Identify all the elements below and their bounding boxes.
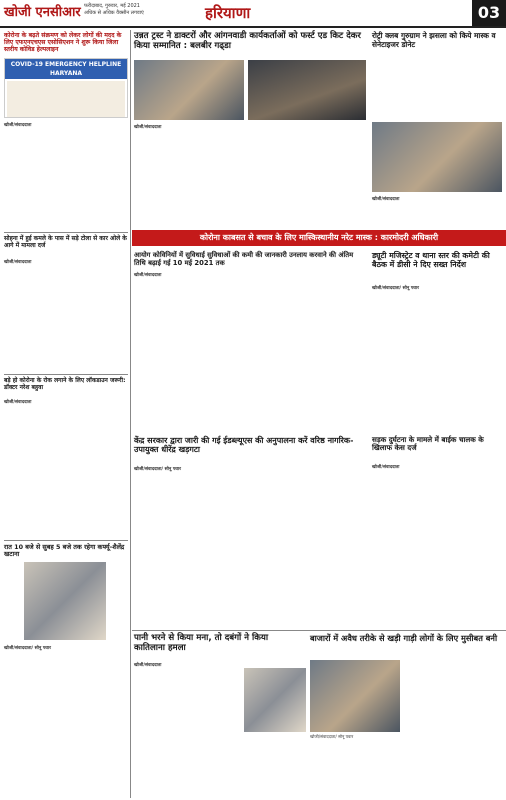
- rotary-body-2: [372, 203, 502, 227]
- market-body: [310, 742, 400, 796]
- dm-body: [372, 292, 502, 432]
- divider: [4, 374, 128, 375]
- rotary-body: [372, 60, 502, 120]
- water-body: [134, 669, 240, 796]
- poster-title: COVID-19 EMERGENCY HELPLINE HARYANA: [5, 59, 127, 79]
- accident-byline: खोजी/संवाददाता: [372, 465, 400, 470]
- story-sohna-body: [4, 266, 128, 370]
- market-photo: [310, 660, 400, 732]
- story-curfew-byline: खोजी/संवाददाता/ सोनू पवार: [4, 646, 51, 651]
- market-body-2: [404, 660, 502, 796]
- story-helpline-byline: खोजी/संवाददाता: [4, 123, 32, 128]
- main-byline: खोजी/संवाददाता: [134, 125, 162, 130]
- ayush-body: [134, 279, 366, 431]
- person-photo: [24, 562, 106, 640]
- water-photo: [244, 668, 306, 732]
- divider: [4, 232, 128, 233]
- story-curfew-body: [4, 652, 128, 796]
- paper-name: खोजी एनसीआर: [4, 5, 81, 20]
- rotary-byline: खोजी/संवाददाता: [372, 197, 400, 202]
- dm-headline: ड्यूटी मजिस्ट्रेट व थाना स्तर की कमेटी की बैठक में डीसी ने दिए सख्त निर्देश: [372, 251, 490, 269]
- ayush-headline: आयोग कोविनियों में सुविधाई सुविधाओं की कमी की जानकारी उनलाय करवाने की अंतिम तिथि बढ़ाई गई 10 मई 2021 तक: [134, 251, 354, 267]
- story-lockdown-body: [4, 406, 128, 536]
- ayush-byline: खोजी/संवाददाता: [134, 273, 162, 278]
- alert-band: कोरोना काबसत से बचाव के लिए मास्किस्थानीय नरेट मास्क : कारमोदरी अधिकारी: [132, 230, 506, 246]
- story-lockdown-headline: बड़े हो कोरोना के रोक लगाने के लिए लॉकडाउन जरूरी: डॉक्टर नरेश बहुवा: [4, 377, 126, 391]
- column-divider: [130, 30, 131, 798]
- story-sohna-headline: सोहना में हुई कमले के पास में सड़े टोला से कार ओले के आगे में मामला दर्ज: [4, 235, 127, 249]
- dateline: [84, 3, 144, 17]
- main-body: [134, 131, 366, 227]
- market-headline: बाजारों में अवैध तरीके से खड़ी गाड़ी लोगों के लिए मुसीबत बनी: [310, 633, 498, 643]
- dm-byline: खोजी/संवाददाता/ सोनू पवार: [372, 286, 419, 291]
- dateline-slogan: अधिक से अधिक वैक्सीन लगवाएं: [84, 10, 144, 16]
- story-sohna-byline: खोजी/संवाददाता: [4, 260, 32, 265]
- rotary-photo: [372, 122, 502, 192]
- page-number: 03: [472, 0, 506, 26]
- masthead: [0, 0, 506, 28]
- dateline-date: फरीदाबाद, गुरुवार, मई 2021: [84, 3, 140, 9]
- divider: [4, 540, 128, 541]
- divider: [132, 630, 506, 631]
- helpline-poster: [4, 58, 128, 118]
- main-photo-right: [248, 60, 366, 120]
- story-helpline-body: [4, 129, 128, 229]
- section-title: हरियाणा: [205, 4, 251, 22]
- rotary-headline: रोट्री क्लब गुरुग्राम ने झसला को किये मास्क व सेनेटाइजर डोनेट: [372, 31, 496, 49]
- water-byline: खोजी/संवाददाता: [134, 663, 162, 668]
- ews-body: [134, 474, 366, 628]
- story-curfew-headline: रात 10 बजे से सुबह 5 बजे तक रहेगा कर्फ्यू-शैलेंद्र खटाना: [4, 543, 125, 559]
- water-headline: पानी भरने से किया मना, तो दबंगों ने किया कातिलाना हमला: [134, 633, 269, 653]
- market-caption: खोजी/संवाददाता/ सोनू पवार: [310, 734, 354, 739]
- water-body-2: [244, 736, 306, 796]
- main-headline: उन्नत ट्रस्ट ने डाक्टरों और आंगनवाडी कार्यकर्ताओं को फर्स्ट एड किट देकर किया सम्मानित : बलबीर गढ्डा: [134, 31, 361, 51]
- accident-body: [372, 471, 502, 627]
- accident-headline: सड़क दुर्घटना के मामले में बाईक चालक के खिलाफ केस दर्ज: [372, 435, 484, 453]
- main-photo-left: [134, 60, 244, 120]
- ews-headline: केंद्र सरकार द्वारा जारी की गई ईडब्ल्यूएस की अनुपालना करें वरिष्ठ नागरिक-उपायुक्त धीरेंद्र खड़गटा: [134, 436, 354, 455]
- poster-contacts: [7, 81, 125, 117]
- story-helpline-headline: कोरोना के बढ़ते संक्रमण को लेकर लोगों की मदद के लिए एफएनएचएस एसोसिएशन ने शुरू किया जिला स्तरीय कोविड हेल्पलाइन: [4, 32, 122, 54]
- story-lockdown-byline: खोजी/संवाददाता: [4, 400, 32, 405]
- ews-byline: खोजी/संवाददाता/ सोनू पवार: [134, 467, 181, 472]
